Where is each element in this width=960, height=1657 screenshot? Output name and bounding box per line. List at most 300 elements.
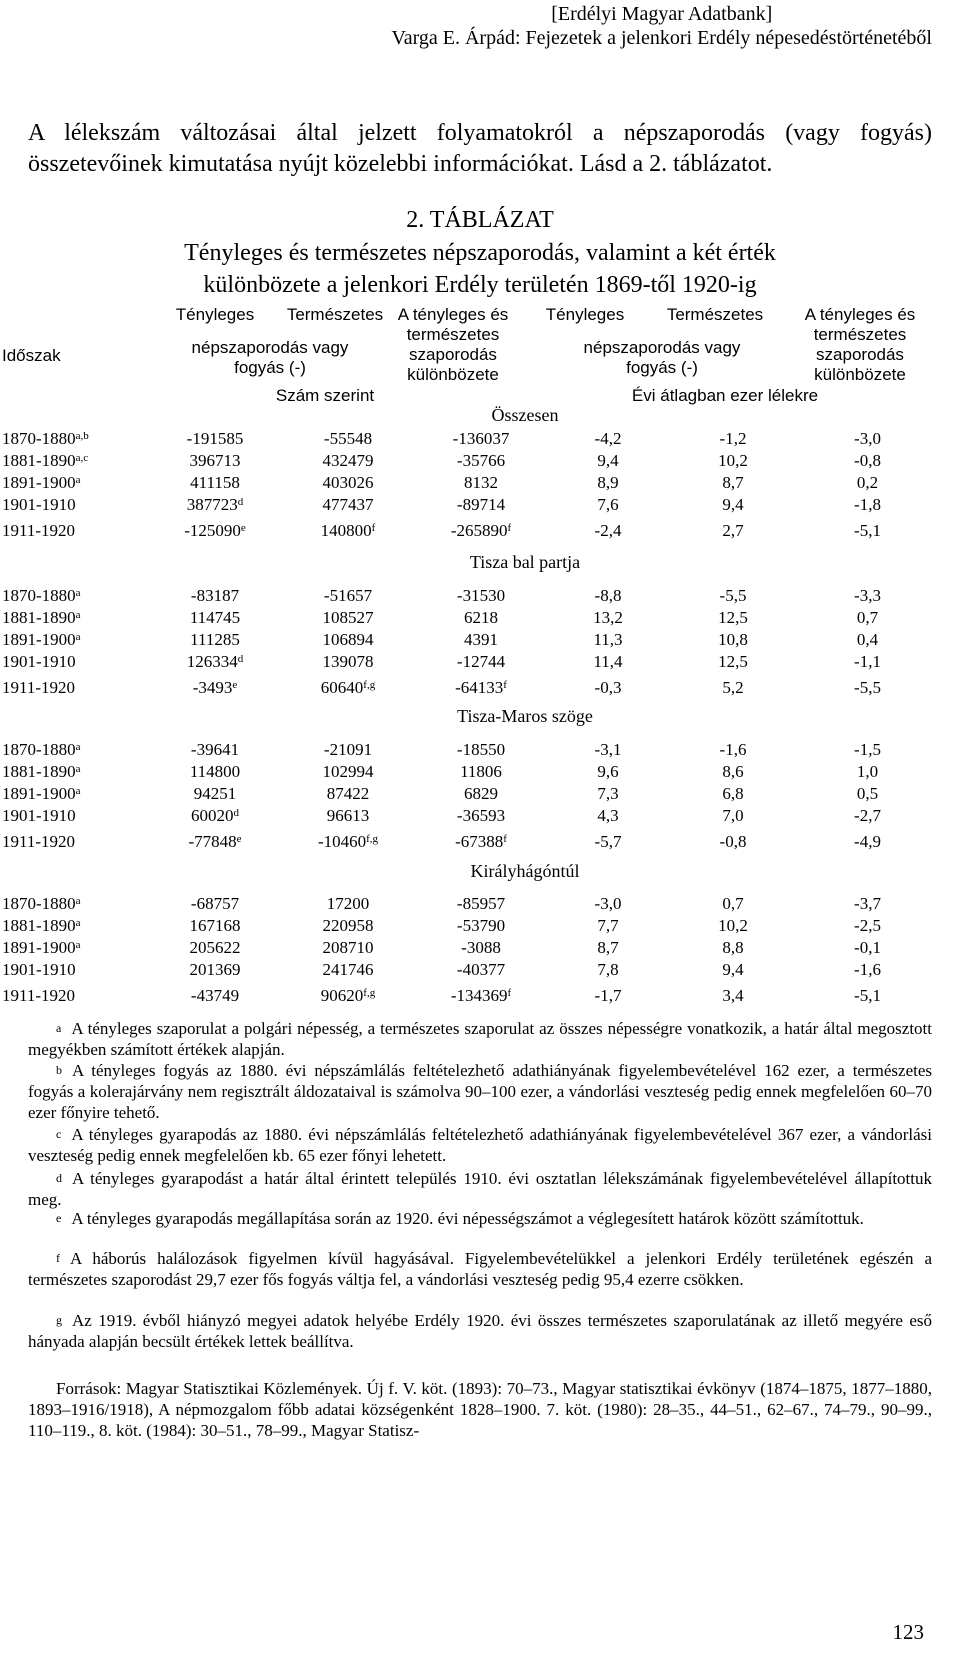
period-text: 1891-1900 bbox=[2, 473, 76, 492]
value-cell bbox=[815, 831, 920, 853]
value-cell bbox=[668, 915, 798, 937]
header-nep-line-1: népszaporodás vagy bbox=[191, 338, 349, 357]
period-cell bbox=[2, 937, 81, 959]
period-text: 1901-1910 bbox=[2, 806, 76, 825]
value-text: 17200 bbox=[326, 894, 370, 913]
value-cell bbox=[416, 831, 546, 853]
value-cell bbox=[668, 607, 798, 629]
value-text: -4,9 bbox=[854, 832, 881, 851]
value-text: -2,4 bbox=[594, 521, 622, 540]
value-text: -136037 bbox=[452, 429, 510, 448]
value-text: 387723 bbox=[186, 495, 238, 514]
value-text: 60640 bbox=[320, 678, 364, 697]
value-text: 106894 bbox=[322, 630, 374, 649]
value-text: 396713 bbox=[189, 451, 241, 470]
value-cell bbox=[548, 937, 668, 959]
value-text: -265890 bbox=[450, 521, 508, 540]
value-cell bbox=[283, 937, 413, 959]
table-row bbox=[0, 651, 960, 675]
value-text: -125090 bbox=[184, 521, 241, 540]
footnote bbox=[28, 1018, 932, 1060]
value-text: 11806 bbox=[460, 762, 502, 781]
value-text: 9,6 bbox=[597, 762, 619, 781]
value-text: -5,7 bbox=[594, 832, 622, 851]
value-text: -1,6 bbox=[719, 740, 747, 759]
header-nep-line-2: fogyás (-) bbox=[234, 358, 306, 377]
header-title: Varga E. Árpád: Fejezetek a jelenkori Erdély népesedéstörténetéből bbox=[391, 27, 932, 49]
value-cell bbox=[668, 677, 798, 699]
value-cell bbox=[815, 985, 920, 1007]
footnote-text: Az 1919. évből hiányzó megyei adatok helyébe Erdély 1920. évi összes természetes szaporulatának az illető megyére eső hányada alapján becsült értékek lettek beállítva. bbox=[28, 1311, 932, 1351]
table-row bbox=[0, 893, 960, 917]
value-footnote-mark: e bbox=[236, 833, 242, 845]
table-row bbox=[0, 937, 960, 961]
period-cell bbox=[2, 959, 76, 981]
value-cell bbox=[815, 494, 920, 516]
table-row bbox=[0, 915, 960, 939]
value-cell bbox=[150, 472, 280, 494]
value-text: -12744 bbox=[456, 652, 506, 671]
value-cell bbox=[150, 959, 280, 981]
table-row bbox=[0, 985, 960, 1009]
value-cell bbox=[548, 607, 668, 629]
value-cell bbox=[815, 937, 920, 959]
period-cell bbox=[2, 739, 81, 761]
period-text: 1901-1910 bbox=[2, 495, 76, 514]
value-text: -68757 bbox=[190, 894, 240, 913]
header-nepszaporodas-1 bbox=[170, 338, 370, 378]
table-row bbox=[0, 805, 960, 829]
value-cell bbox=[150, 629, 280, 651]
value-text: 220958 bbox=[322, 916, 374, 935]
value-cell bbox=[815, 893, 920, 915]
period-footnote-mark: a bbox=[75, 587, 81, 599]
value-cell bbox=[150, 677, 280, 699]
table-row bbox=[0, 783, 960, 807]
period-footnote-mark: a bbox=[75, 763, 81, 775]
value-cell bbox=[150, 915, 280, 937]
footnote-mark: e bbox=[56, 1211, 62, 1225]
value-text: -134369 bbox=[450, 986, 508, 1005]
value-text: 12,5 bbox=[718, 608, 748, 627]
value-cell bbox=[815, 428, 920, 450]
value-text: 111285 bbox=[190, 630, 240, 649]
period-cell bbox=[2, 651, 76, 673]
table-row bbox=[0, 607, 960, 631]
value-text: 1,0 bbox=[856, 762, 879, 781]
value-cell bbox=[416, 783, 546, 805]
period-text: 1891-1900 bbox=[2, 630, 76, 649]
value-cell bbox=[416, 677, 546, 699]
period-cell bbox=[2, 985, 75, 1007]
value-cell bbox=[150, 520, 280, 542]
value-cell bbox=[668, 805, 798, 827]
value-footnote-mark: f,g bbox=[363, 679, 376, 691]
value-footnote-mark: f bbox=[503, 833, 507, 845]
value-cell bbox=[548, 651, 668, 673]
period-footnote-mark: a bbox=[75, 917, 81, 929]
value-cell bbox=[150, 985, 280, 1007]
value-text: 7,6 bbox=[597, 495, 619, 514]
period-cell bbox=[2, 677, 75, 699]
period-text: 1891-1900 bbox=[2, 938, 76, 957]
value-text: 201369 bbox=[189, 960, 241, 979]
value-cell bbox=[815, 805, 920, 827]
period-text: 1911-1920 bbox=[2, 986, 76, 1005]
value-cell bbox=[150, 428, 280, 450]
value-text: -1,8 bbox=[854, 495, 881, 514]
value-cell bbox=[668, 494, 798, 516]
value-text: -55548 bbox=[323, 429, 373, 448]
value-text: -1,6 bbox=[854, 960, 881, 979]
value-cell bbox=[548, 629, 668, 651]
table-row bbox=[0, 677, 960, 701]
value-text: -1,2 bbox=[719, 429, 747, 448]
header-source: [Erdélyi Magyar Adatbank] bbox=[551, 3, 773, 25]
value-text: -5,1 bbox=[854, 986, 881, 1005]
value-cell bbox=[668, 450, 798, 472]
value-text: -21091 bbox=[323, 740, 373, 759]
value-cell bbox=[668, 937, 798, 959]
page-number: 123 bbox=[892, 1620, 924, 1644]
value-cell bbox=[283, 520, 413, 542]
value-text: -3,1 bbox=[594, 740, 622, 759]
value-cell bbox=[668, 761, 798, 783]
value-text: 2,7 bbox=[722, 521, 744, 540]
period-cell bbox=[2, 585, 81, 607]
value-text: 90620 bbox=[320, 986, 364, 1005]
table-title-line-1: Tényleges és természetes népszaporodás, valamint a két érték bbox=[184, 240, 776, 266]
value-cell bbox=[815, 629, 920, 651]
value-text: -18550 bbox=[456, 740, 506, 759]
footnote-text: A tényleges gyarapodást a határ által érintett település 1910. évi osztatlan lélekszámának figyelembevételével állapítottuk meg. bbox=[28, 1169, 932, 1209]
value-text: -89714 bbox=[456, 495, 506, 514]
value-text: -5,5 bbox=[854, 678, 881, 697]
value-text: 11,4 bbox=[593, 652, 623, 671]
value-text: 11,3 bbox=[593, 630, 623, 649]
value-text: 0,5 bbox=[856, 784, 879, 803]
value-cell bbox=[416, 607, 546, 629]
header-nep2-line-2: fogyás (-) bbox=[626, 358, 698, 377]
value-cell bbox=[668, 428, 798, 450]
value-text: 403026 bbox=[322, 473, 374, 492]
value-cell bbox=[548, 520, 668, 542]
value-cell bbox=[416, 520, 546, 542]
header-termeszetes-2: Természetes bbox=[666, 305, 764, 324]
value-text: -31530 bbox=[456, 586, 506, 605]
value-cell bbox=[548, 761, 668, 783]
table-row bbox=[0, 428, 960, 452]
value-text: -1,1 bbox=[854, 652, 881, 671]
period-cell bbox=[2, 629, 81, 651]
value-footnote-mark: f bbox=[371, 522, 376, 534]
value-text: -3,0 bbox=[854, 429, 881, 448]
value-cell bbox=[150, 805, 280, 827]
value-text: -10460 bbox=[317, 832, 367, 851]
value-cell bbox=[416, 805, 546, 827]
value-cell bbox=[815, 520, 920, 542]
period-text: 1911-1920 bbox=[2, 521, 76, 540]
value-text: 8132 bbox=[464, 473, 498, 492]
period-cell bbox=[2, 783, 81, 805]
value-text: 7,0 bbox=[722, 806, 744, 825]
value-cell bbox=[150, 893, 280, 915]
value-text: -0,8 bbox=[719, 832, 747, 851]
value-cell bbox=[548, 985, 668, 1007]
period-footnote-mark: a bbox=[75, 631, 81, 643]
value-cell bbox=[548, 959, 668, 981]
value-cell bbox=[283, 915, 413, 937]
value-cell bbox=[815, 651, 920, 673]
value-cell bbox=[150, 585, 280, 607]
intro-paragraph: A lélekszám változásai által jelzett folyamatokról a népszaporodás (vagy fogyás) összetevőinek kimutatása nyújt közelebbi információkat. Lásd a 2. táblázatot. bbox=[28, 120, 932, 177]
header-termeszetes-1: Természetes bbox=[286, 305, 384, 324]
value-cell bbox=[150, 494, 280, 516]
value-text: -3493 bbox=[192, 678, 233, 697]
period-text: 1870-1880 bbox=[2, 586, 76, 605]
header-kul-line-1: A tényleges és bbox=[397, 305, 509, 324]
value-text: 10,2 bbox=[718, 451, 748, 470]
period-text: 1911-1920 bbox=[2, 678, 76, 697]
header-kul-line-2: természetes bbox=[406, 325, 500, 344]
value-cell bbox=[548, 739, 668, 761]
value-cell bbox=[283, 959, 413, 981]
value-text: -0,1 bbox=[854, 938, 881, 957]
value-text: 96613 bbox=[326, 806, 370, 825]
value-text: -1,7 bbox=[594, 986, 622, 1005]
footnote-mark: f bbox=[56, 1251, 60, 1265]
period-text: 1881-1890 bbox=[2, 451, 76, 470]
period-footnote-mark: a bbox=[75, 785, 81, 797]
value-text: -40377 bbox=[456, 960, 506, 979]
footnote-text: A háborús halálozások figyelmen kívül hagyásával. Figyelembevételükkel a jelenkori Erdély területének egészén a természetes szaporodást 29,7 ezer fős fogyás váltja fel, a vándorlási veszteség pedig 95,4 ezerre csökken. bbox=[28, 1249, 932, 1289]
value-cell bbox=[150, 651, 280, 673]
footnote bbox=[28, 1310, 932, 1352]
period-cell bbox=[2, 893, 81, 915]
period-cell bbox=[2, 494, 76, 516]
header-szam-szerint: Szám szerint bbox=[275, 386, 375, 405]
period-text: 1870-1880 bbox=[2, 429, 76, 448]
value-text: 140800 bbox=[320, 521, 372, 540]
section-label: Összesen bbox=[491, 405, 559, 425]
value-text: 477437 bbox=[322, 495, 374, 514]
value-footnote-mark: d bbox=[237, 653, 244, 665]
period-cell bbox=[2, 472, 81, 494]
value-cell bbox=[416, 585, 546, 607]
value-footnote-mark: d bbox=[237, 496, 244, 508]
value-cell bbox=[416, 494, 546, 516]
value-text: -39641 bbox=[190, 740, 240, 759]
value-cell bbox=[548, 915, 668, 937]
value-cell bbox=[150, 607, 280, 629]
period-text: 1901-1910 bbox=[2, 960, 76, 979]
value-cell bbox=[668, 585, 798, 607]
value-cell bbox=[668, 985, 798, 1007]
sources-text: Források: Magyar Statisztikai Közlemények. Új f. V. köt. (1893): 70–73., Magyar statisztikai évkönyv (1874–1875, 1877–1880, 1893–1916/1918), A népmozgalom főbb adatai községenként 1828–1900. 7. köt. (1980): 28–35., 44–51., 62–67., 74–79., 90–99., 110–119., 8. köt. (1984): 30–51., 78–99., Magyar Statisz- bbox=[28, 1379, 932, 1440]
header-kul2-line-2: természetes bbox=[813, 325, 907, 344]
value-text: 0,4 bbox=[856, 630, 879, 649]
value-cell bbox=[668, 739, 798, 761]
value-text: 6829 bbox=[464, 784, 498, 803]
value-text: 5,2 bbox=[722, 678, 744, 697]
period-cell bbox=[2, 607, 81, 629]
value-text: -85957 bbox=[456, 894, 506, 913]
page-header bbox=[391, 2, 932, 50]
value-text: 6218 bbox=[464, 608, 498, 627]
value-text: -43749 bbox=[190, 986, 240, 1005]
table-row bbox=[0, 739, 960, 763]
value-text: 432479 bbox=[322, 451, 374, 470]
value-cell bbox=[548, 428, 668, 450]
value-text: -64133 bbox=[455, 678, 504, 697]
period-cell bbox=[2, 520, 75, 542]
value-text: -1,5 bbox=[854, 740, 881, 759]
value-cell bbox=[668, 472, 798, 494]
period-footnote-mark: a bbox=[75, 741, 81, 753]
value-footnote-mark: f bbox=[503, 679, 507, 691]
section-label: Királyhágóntúl bbox=[470, 861, 580, 881]
value-text: 13,2 bbox=[593, 608, 623, 627]
value-cell bbox=[548, 783, 668, 805]
value-footnote-mark: d bbox=[233, 807, 239, 819]
footnote-mark: b bbox=[56, 1063, 62, 1077]
value-cell bbox=[283, 985, 413, 1007]
header-tenyleges-2: Tényleges bbox=[545, 305, 625, 324]
value-text: 9,4 bbox=[722, 495, 744, 514]
value-text: 167168 bbox=[189, 916, 241, 935]
value-footnote-mark: f bbox=[507, 522, 512, 534]
period-footnote-mark: a bbox=[75, 474, 81, 486]
value-cell bbox=[815, 915, 920, 937]
value-cell bbox=[283, 472, 413, 494]
value-cell bbox=[150, 937, 280, 959]
value-cell bbox=[668, 651, 798, 673]
value-cell bbox=[548, 585, 668, 607]
value-text: 0,7 bbox=[722, 894, 744, 913]
footnote-text: A tényleges gyarapodás megállapítása során az 1920. évi népességszámot a véglegesített határok között számítottuk. bbox=[71, 1209, 864, 1228]
value-text: -5,5 bbox=[719, 586, 747, 605]
header-kulonbozet-2 bbox=[790, 305, 930, 385]
value-cell bbox=[815, 585, 920, 607]
value-footnote-mark: e bbox=[240, 522, 246, 534]
value-text: 126334 bbox=[186, 652, 238, 671]
value-cell bbox=[416, 472, 546, 494]
value-text: -4,2 bbox=[594, 429, 622, 448]
value-text: -36593 bbox=[456, 806, 506, 825]
value-cell bbox=[283, 761, 413, 783]
value-text: 139078 bbox=[322, 652, 374, 671]
value-cell bbox=[668, 629, 798, 651]
footnote bbox=[28, 1208, 932, 1229]
footnote-mark: a bbox=[56, 1021, 62, 1035]
value-text: -5,1 bbox=[854, 521, 881, 540]
value-cell bbox=[416, 450, 546, 472]
footnote-text: A tényleges gyarapodás az 1880. évi népszámlálás feltételezhető adathiányának figyelembevételével 367 ezer, a vándorlási veszteség pedig ennek megfelelően kb. 65 ezer főnyi lehetett. bbox=[28, 1125, 932, 1165]
value-text: -53790 bbox=[456, 916, 506, 935]
period-footnote-mark: a bbox=[75, 895, 81, 907]
value-text: -83187 bbox=[190, 586, 240, 605]
value-text: -2,7 bbox=[854, 806, 881, 825]
value-text: 6,8 bbox=[722, 784, 744, 803]
period-cell bbox=[2, 915, 81, 937]
footnote bbox=[28, 1168, 932, 1210]
value-cell bbox=[416, 428, 546, 450]
value-text: 4391 bbox=[464, 630, 498, 649]
period-text: 1870-1880 bbox=[2, 894, 76, 913]
period-footnote-mark: a bbox=[75, 939, 81, 951]
value-cell bbox=[283, 607, 413, 629]
value-cell bbox=[416, 893, 546, 915]
table-row bbox=[0, 450, 960, 474]
period-cell bbox=[2, 805, 76, 827]
value-text: 205622 bbox=[189, 938, 241, 957]
value-text: -3,7 bbox=[854, 894, 881, 913]
value-cell bbox=[150, 831, 280, 853]
value-text: 114800 bbox=[189, 762, 241, 781]
value-text: -0,8 bbox=[854, 451, 881, 470]
value-cell bbox=[416, 739, 546, 761]
table-title-line-2: különbözete a jelenkori Erdély területén 1869-től 1920-ig bbox=[203, 272, 757, 298]
value-cell bbox=[668, 893, 798, 915]
footnote-text: A tényleges fogyás az 1880. évi népszámlálás feltételezhető adathiányának figyelembevételével 162 ezer, a természetes fogyás a kolerajárvány nem regisztrált áldozataival is számolva 90–100 ezer, a vándorlási veszteség pedig ennek megfelelően 60–70 ezer főnyire tehető. bbox=[28, 1061, 932, 1122]
value-cell bbox=[548, 677, 668, 699]
footnote bbox=[28, 1060, 932, 1123]
table-row bbox=[0, 585, 960, 609]
value-cell bbox=[548, 472, 668, 494]
value-text: 8,9 bbox=[597, 473, 619, 492]
value-cell bbox=[283, 831, 413, 853]
footnote bbox=[28, 1124, 932, 1166]
value-cell bbox=[668, 831, 798, 853]
table-title bbox=[0, 237, 960, 301]
value-text: -3,3 bbox=[854, 586, 881, 605]
table-row bbox=[0, 831, 960, 855]
value-text: 12,5 bbox=[718, 652, 748, 671]
sources bbox=[28, 1378, 932, 1441]
header-period: Időszak bbox=[2, 346, 61, 365]
value-cell bbox=[283, 805, 413, 827]
period-cell bbox=[2, 428, 89, 450]
period-text: 1881-1890 bbox=[2, 916, 76, 935]
value-cell bbox=[416, 937, 546, 959]
value-cell bbox=[416, 761, 546, 783]
value-text: 102994 bbox=[322, 762, 374, 781]
value-cell bbox=[150, 783, 280, 805]
value-text: 9,4 bbox=[722, 960, 744, 979]
section-label: Tisza-Maros szöge bbox=[457, 706, 593, 726]
value-text: 7,7 bbox=[597, 916, 619, 935]
header-nep2-line-1: népszaporodás vagy bbox=[583, 338, 741, 357]
footnote-text: A tényleges szaporulat a polgári népesség, a természetes szaporulat az összes népességre vonatkozik, a határ által megosztott megyékben számított értékek alapján. bbox=[28, 1019, 932, 1059]
value-cell bbox=[815, 739, 920, 761]
value-text: -51657 bbox=[323, 586, 373, 605]
header-kul-line-4: különbözete bbox=[407, 365, 499, 384]
value-text: 10,2 bbox=[718, 916, 748, 935]
value-text: 411158 bbox=[190, 473, 240, 492]
value-text: -8,8 bbox=[594, 586, 622, 605]
header-kul2-line-3: szaporodás bbox=[816, 345, 904, 364]
value-cell bbox=[416, 915, 546, 937]
value-cell bbox=[283, 428, 413, 450]
value-cell bbox=[668, 959, 798, 981]
value-cell bbox=[416, 651, 546, 673]
value-cell bbox=[416, 985, 546, 1007]
period-cell bbox=[2, 831, 75, 853]
value-text: 8,7 bbox=[722, 473, 744, 492]
value-footnote-mark: e bbox=[232, 679, 238, 691]
header-tenyleges-1: Tényleges bbox=[175, 305, 255, 324]
value-cell bbox=[815, 761, 920, 783]
